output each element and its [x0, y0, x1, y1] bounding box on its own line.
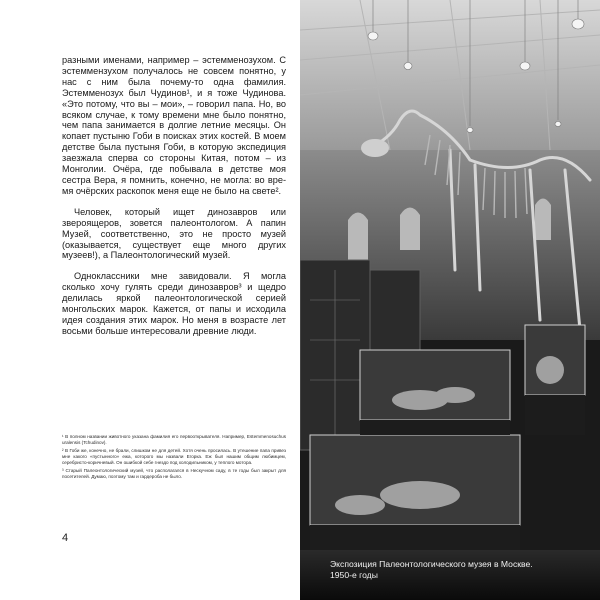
caption-line-1: Экспозиция Палеонтологического музея в Москве. [330, 559, 533, 569]
photo-caption [330, 559, 590, 581]
paragraph-3: Одноклассники мне завидовали. Я могла сколько хочу гулять среди динозавров³ и щедро делилась яркой палеонтологической серией монгольских марок. Кажется, от папы и исходила идея создания этих марок. Но меня в возрасте лет восьми больше интересовали древние люди. [62, 271, 286, 336]
museum-photo [300, 0, 600, 600]
paragraph-2: Человек, который ищет динозавров или звероящеров, зовется палеонтологом. А папин Музей, соответственно, это не просто музей (оказывается, существует еще много других музеев!), а Палеонтологический музей. [62, 206, 286, 261]
body-text [62, 55, 286, 337]
footnote-2: ² В Гоби же, конечно, не брали, слишком не для детей. Хотя очень просилась. В утешение папа привез мне какого «пустынного» ежа, которого мы назвали Егорка. Еж был нашим общим любимцем, серебристо-коричневый. Он ошибкой себе гнездо под холодильником, у теплого мотора. [62, 448, 286, 465]
caption-line-2: 1950-е годы [330, 570, 378, 580]
page-number: 4 [62, 532, 69, 544]
footnote-3: ³ Старый Палеонтологический музей, что располагался в Нескучном саду, в те годы был закрыт для посетителей. Думаю, поэтому там и гардероба не было. [62, 468, 286, 479]
museum-photo-illustration [300, 0, 600, 600]
footnote-1: ¹ В полном названии животного указана фамилия его первооткрывателя. Например, Estemmenosuchus uralensis (Tchudinov). [62, 434, 286, 445]
paragraph-1: разными именами, например – эстемменозухом. С эстеммензухом получалось не совсем понятно, у нас с ним была почему-то одна фамилия. Эстемменозух был Чудинов¹, и я тоже Чудинова. «Это потому, что вы – мои», – говорил папа. Но, во всяком случае, к тому времени мне было понятно, чем папа занимается в долгие летние месяцы. Он копает пустыню Гоби в поисках этих костей. В моем детстве была пустыня Гоби, в которую экспедиция заезжала сперва со стороны Китая, потом – из Монголии. Очёра, где побывала в детстве моя сестра Вера, я помнить, конечно, не могла: во время очёрских раскопок меня еще не было на свете². [62, 55, 286, 196]
footnotes [62, 434, 286, 482]
